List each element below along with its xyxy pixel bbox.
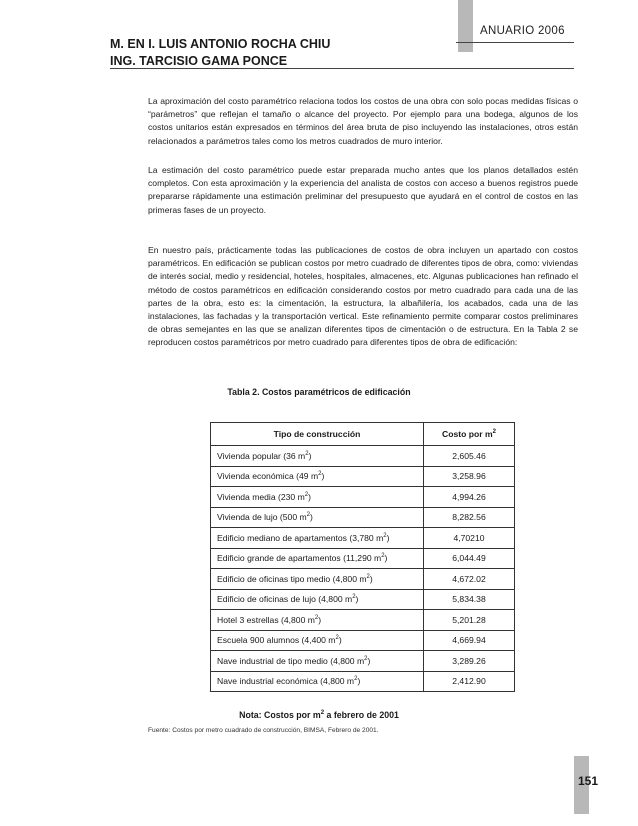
table-body [211, 446, 515, 692]
table-header-row [211, 423, 515, 446]
paragraph-2: La estimación del costo paramétrico puede estar preparada mucho antes que los planos detallados estén completos. Con esta aproximación y la experiencia del analista de costos con acceso a buenos registros puede prepararse rápidamente una estimación preliminar del presupuesto que ayudará en el control de costos en las primeras fases de un proyecto. [148, 165, 578, 215]
table-row [211, 487, 515, 508]
cost-cell: 5,201.28 [424, 610, 515, 631]
authors-rule [110, 68, 574, 69]
construction-type-cell: Vivienda de lujo (500 $m^2$) [211, 507, 424, 528]
cost-cell: 5,834.38 [424, 589, 515, 610]
cost-cell: 6,044.49 [424, 548, 515, 569]
cost-table [210, 422, 515, 692]
construction-type-cell: Nave industrial económica (4,800 $m^2$) [211, 671, 424, 692]
cost-cell: 4,669.94 [424, 630, 515, 651]
cost-cell: 4,672.02 [424, 569, 515, 590]
construction-type-cell: Edificio mediano de apartamentos (3,780 $m^2$) [211, 528, 424, 549]
cost-cell: 8,282.56 [424, 507, 515, 528]
table-row [211, 466, 515, 487]
table-row [211, 548, 515, 569]
table-source: Fuente: Costos por metro cuadrado de construcción, BIMSA, Febrero de 2001. [148, 727, 379, 734]
cost-cell: 2,605.46 [424, 446, 515, 467]
table-row [211, 446, 515, 467]
table-row [211, 651, 515, 672]
table-row [211, 630, 515, 651]
header-gray-bar [458, 0, 473, 52]
table-row [211, 569, 515, 590]
author-1: M. EN I. LUIS ANTONIO ROCHA CHIU [110, 37, 331, 51]
authors-block [110, 36, 330, 70]
construction-type-cell: Escuela 900 alumnos (4,400 $m^2$) [211, 630, 424, 651]
cost-cell: 4,994.26 [424, 487, 515, 508]
paragraph-3: En nuestro país, prácticamente todas las publicaciones de costos de obra incluyen un apartado con costos paramétricos. En edificación se publican costos por metro cuadrado de diferentes tipos de obra, como: viviendas de interés social, medio y residencial, hoteles, hospitales, almacenes, etc. Algunas publicaciones han refinado el método de costos paramétricos en edificación considerando costos por metro cuadrado para cada una de las partes de la obra, esto es: la cimentación, la estructura, la albañilería, los acabados, cada una de las instalaciones, las fachadas y la transportación vertical. Este refinamiento permite comparar costos preliminares de obras semejantes en las que se analizan diferentes tipos de cimentación o de estructura. En la Tabla 2 se reproducen costos paramétricos por metro cuadrado para diferentes tipos de obra de edificación: [148, 245, 578, 348]
table-caption: Tabla 2. Costos paramétricos de edificación [227, 387, 411, 397]
column-header-type: Tipo de construcción [211, 423, 424, 446]
cost-cell: 3,289.26 [424, 651, 515, 672]
page-number: 151 [578, 774, 599, 788]
table-note: Nota: Costos por $m^2$ a febrero de 2001 [239, 710, 399, 720]
column-header-cost: Costo por $m^2$ [424, 423, 515, 446]
construction-type-cell: Hotel 3 estrellas (4,800 $m^2$) [211, 610, 424, 631]
yearbook-label: ANUARIO 2006 [480, 25, 565, 37]
construction-type-cell: Vivienda media (230 $m^2$) [211, 487, 424, 508]
construction-type-cell: Vivienda popular (36 $m^2$) [211, 446, 424, 467]
table-row [211, 610, 515, 631]
cost-cell: 3,258.96 [424, 466, 515, 487]
construction-type-cell: Vivienda económica (49 $m^2$) [211, 466, 424, 487]
table-row [211, 528, 515, 549]
table-row [211, 507, 515, 528]
construction-type-cell: Edificio grande de apartamentos (11,290 $m^2$) [211, 548, 424, 569]
construction-type-cell: Edificio de oficinas tipo medio (4,800 $m^2$) [211, 569, 424, 590]
paragraph-1: La aproximación del costo paramétrico relaciona todos los costos de una obra con solo pocas medidas físicas o “parámetros” que reflejan el tamaño o alcance del proyecto. Por ejemplo para una bodega, algunos de los costos unitarios están expresados en términos del área bruta de piso incluyendo las instalaciones, otros están relacionados a parámetros tales como los metros cuadrados de muro interior. [148, 96, 578, 146]
construction-type-cell: Nave industrial de tipo medio (4,800 $m^2$) [211, 651, 424, 672]
cost-cell: 4,70210 [424, 528, 515, 549]
table-row [211, 589, 515, 610]
construction-type-cell: Edificio de oficinas de lujo (4,800 $m^2$) [211, 589, 424, 610]
yearbook-rule [456, 42, 574, 43]
table-row [211, 671, 515, 692]
cost-cell: 2,412.90 [424, 671, 515, 692]
author-2: ING. TARCISIO GAMA PONCE [110, 54, 288, 68]
